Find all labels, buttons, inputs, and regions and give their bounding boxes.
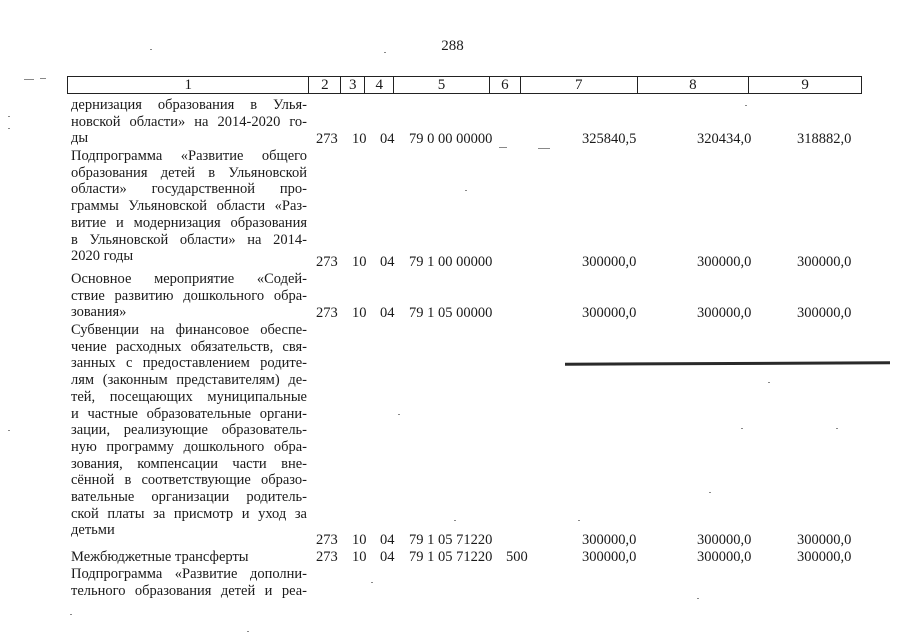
cell-col-8: 300000,0 (697, 254, 752, 270)
header-col-3: 3 (340, 77, 364, 93)
cell-col-7: 325840,5 (582, 131, 637, 147)
header-col-2: 2 (308, 77, 340, 93)
description-line: 2020 годы (71, 248, 134, 265)
cell-col-4: 04 (380, 532, 395, 548)
page-number: 288 (441, 38, 464, 54)
cell-col-4: 04 (380, 305, 395, 321)
row-description (71, 566, 307, 599)
row-description (71, 148, 307, 265)
header-col-7: 7 (520, 77, 637, 93)
cell-col-5: 79 1 00 00000 (409, 254, 493, 270)
scan-speck (8, 430, 10, 431)
scan-speck (768, 382, 770, 383)
description-line: граммы Ульяновской области «Раз- (71, 198, 307, 215)
description-line: и частные образовательные органи- (71, 405, 307, 422)
description-line: области» государственной про- (71, 181, 307, 198)
header-col-8: 8 (637, 77, 749, 93)
cell-col-3: 10 (352, 305, 367, 321)
scan-speck (499, 147, 507, 148)
description-line: вательные организации родитель- (71, 489, 307, 506)
description-line: ствие развитию дошкольного обра- (71, 287, 307, 304)
description-line: зации, реализующие образователь- (71, 422, 307, 439)
description-line: ской платы за присмотр и уход за (71, 505, 307, 522)
description-line: в Ульяновской области» на 2014- (71, 231, 307, 248)
cell-col-9: 300000,0 (797, 532, 852, 548)
description-line: зования, компенсации части вне- (71, 455, 307, 472)
scan-speck (745, 105, 747, 106)
scan-speck (836, 428, 838, 429)
description-line: Межбюджетные трансферты (71, 549, 249, 565)
description-line: ды (71, 130, 89, 147)
cell-col-7: 300000,0 (582, 254, 637, 270)
cell-col-7: 300000,0 (582, 532, 637, 548)
description-line: Подпрограмма «Развитие общего (71, 148, 307, 164)
cell-col-6: 500 (506, 549, 528, 565)
cell-col-3: 10 (352, 131, 367, 147)
scan-speck (8, 128, 10, 129)
horizontal-rule (565, 361, 890, 365)
cell-col-3: 10 (352, 254, 367, 270)
description-line: Подпрограмма «Развитие дополни- (71, 566, 307, 582)
description-line: детьми (71, 522, 115, 539)
scan-speck (578, 520, 580, 521)
cell-col-7: 300000,0 (582, 305, 637, 321)
description-line: тей, посещающих муниципальные (71, 388, 307, 405)
description-line: сённой в соответствующие образо- (71, 472, 307, 489)
cell-col-3: 10 (352, 532, 367, 548)
cell-col-9: 318882,0 (797, 131, 852, 147)
scan-speck (70, 614, 72, 615)
row-description (71, 549, 307, 566)
cell-col-4: 04 (380, 254, 395, 270)
cell-col-5: 79 0 00 00000 (409, 131, 493, 147)
cell-col-7: 300000,0 (582, 549, 637, 565)
description-line: чение расходных обязательств, свя- (71, 338, 307, 355)
cell-col-5: 79 1 05 71220 (409, 532, 493, 548)
row-description (71, 271, 307, 321)
cell-col-2: 273 (316, 549, 338, 565)
cell-col-2: 273 (316, 305, 338, 321)
description-line: новской области» на 2014-2020 го- (71, 113, 307, 130)
scan-speck (247, 631, 249, 632)
header-col-5: 5 (393, 77, 489, 93)
description-line: ную программу дошкольного обра- (71, 438, 307, 455)
cell-col-2: 273 (316, 254, 338, 270)
cell-col-9: 300000,0 (797, 305, 852, 321)
table-header (67, 76, 862, 94)
cell-col-9: 300000,0 (797, 254, 852, 270)
cell-col-5: 79 1 05 00000 (409, 305, 493, 321)
header-col-1: 1 (184, 77, 192, 93)
cell-col-2: 273 (316, 131, 338, 147)
scan-speck (454, 520, 456, 521)
description-line: зования» (71, 304, 127, 321)
description-line: занных с предоставлением родите- (71, 355, 307, 372)
scan-speck (538, 148, 550, 149)
row-description (71, 97, 307, 147)
scan-speck (709, 492, 711, 493)
scan-speck (24, 79, 34, 80)
cell-col-8: 300000,0 (697, 532, 752, 548)
cell-col-9: 300000,0 (797, 549, 852, 565)
header-col-4: 4 (364, 77, 393, 93)
description-line: дернизация образования в Улья- (71, 97, 307, 113)
description-line: Субвенции на финансовое обеспе- (71, 322, 307, 338)
description-line: образования детей в Ульяновской (71, 164, 307, 181)
cell-col-2: 273 (316, 532, 338, 548)
description-line: Основное мероприятие «Содей- (71, 271, 307, 287)
scan-speck (371, 582, 373, 583)
description-line: лям (законным представителям) де- (71, 372, 307, 389)
cell-col-4: 04 (380, 131, 395, 147)
cell-col-8: 300000,0 (697, 305, 752, 321)
scan-speck (150, 49, 152, 50)
cell-col-4: 04 (380, 549, 395, 565)
scan-speck (8, 116, 10, 117)
header-col-9: 9 (748, 77, 861, 93)
scan-speck (384, 52, 386, 53)
description-line: тельного образования детей и реа- (71, 582, 307, 599)
scan-speck (465, 190, 467, 191)
cell-col-3: 10 (352, 549, 367, 565)
scan-speck (40, 78, 46, 79)
row-description (71, 322, 307, 539)
scan-speck (741, 428, 743, 429)
description-line: витие и модернизация образования (71, 214, 307, 231)
header-col-6: 6 (489, 77, 520, 93)
cell-col-5: 79 1 05 71220 (409, 549, 493, 565)
scan-speck (697, 598, 699, 599)
scan-speck (398, 414, 400, 415)
cell-col-8: 300000,0 (697, 549, 752, 565)
cell-col-8: 320434,0 (697, 131, 752, 147)
